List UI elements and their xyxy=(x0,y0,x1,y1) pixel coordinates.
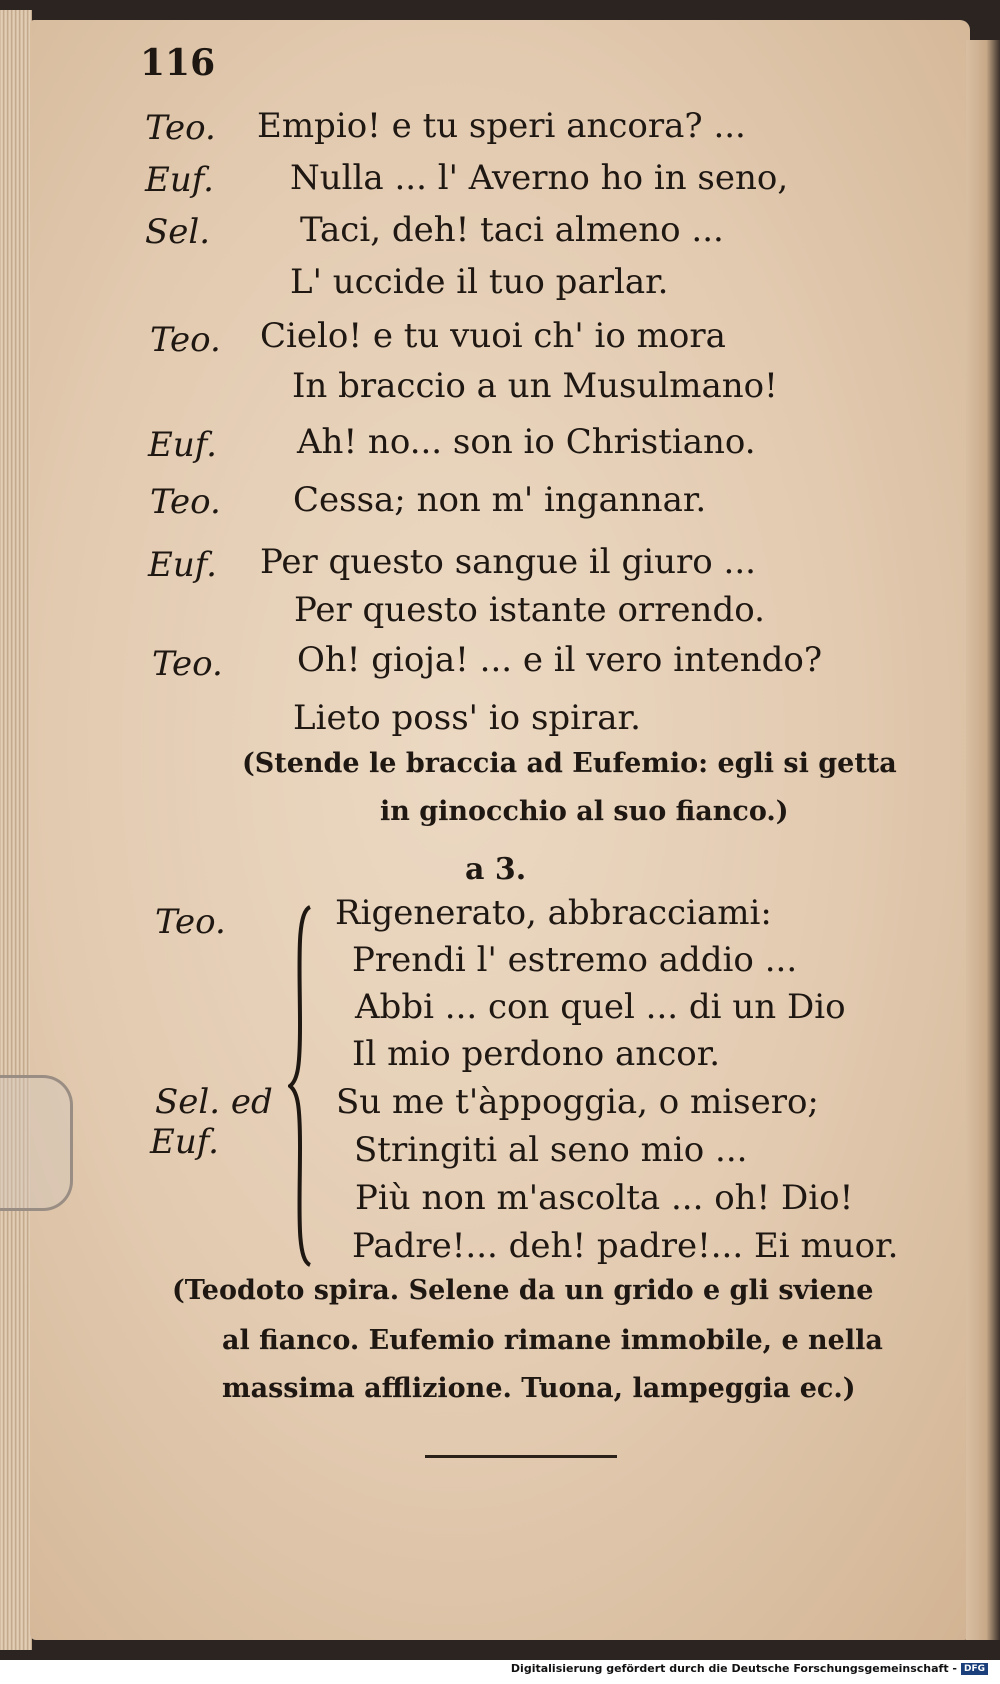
speaker-label: Teo. xyxy=(152,644,223,684)
stage-direction: massima afflizione. Tuona, lampeggia ec.) xyxy=(222,1373,856,1404)
ensemble-line: Rigenerato, abbracciami: xyxy=(335,893,772,933)
verse-line: Per questo sangue il giuro ... xyxy=(260,542,756,582)
stage-direction: in ginocchio al suo fianco.) xyxy=(380,796,789,827)
stage-direction: (Stende le braccia ad Eufemio: egli si getta xyxy=(242,748,897,779)
ensemble-line: Su me t'àppoggia, o misero; xyxy=(336,1082,819,1122)
speaker-label: Teo. xyxy=(150,320,221,360)
verse-line: Oh! gioja! ... e il vero intendo? xyxy=(297,640,823,680)
page-number: 116 xyxy=(140,42,216,84)
verse-line: Taci, deh! taci almeno ... xyxy=(300,210,724,250)
ensemble-speaker: Teo. xyxy=(155,902,226,942)
speaker-label: Sel. xyxy=(145,212,211,252)
dfg-logo: DFG xyxy=(961,1663,988,1675)
verse-line: Lieto poss' io spirar. xyxy=(293,698,641,738)
ensemble-heading: a 3. xyxy=(465,852,527,887)
verse-line: In braccio a un Musulmano! xyxy=(292,366,778,406)
speaker-label: Euf. xyxy=(148,545,217,585)
speaker-label: Euf. xyxy=(145,160,214,200)
page-edges-right xyxy=(966,40,1000,1640)
verse-line: Per questo istante orrendo. xyxy=(294,590,765,630)
page-edges-left xyxy=(0,10,32,1650)
speaker-label: Euf. xyxy=(148,425,217,465)
verse-line: Cielo! e tu vuoi ch' io mora xyxy=(260,316,726,356)
ensemble-speaker: Euf. xyxy=(150,1122,219,1162)
speaker-label: Teo. xyxy=(145,108,216,148)
ensemble-line: Padre!... deh! padre!... Ei muor. xyxy=(352,1226,899,1266)
verse-line: Cessa; non m' ingannar. xyxy=(293,480,707,520)
verse-line: Empio! e tu speri ancora? ... xyxy=(257,106,746,146)
credit-text: Digitalisierung gefördert durch die Deutsche Forschungsgemeinschaft - xyxy=(510,1662,957,1675)
digitization-credit xyxy=(511,1662,988,1675)
speaker-label: Teo. xyxy=(150,482,221,522)
section-rule xyxy=(425,1455,617,1458)
brace-bracket xyxy=(288,905,318,1267)
ensemble-line: Più non m'ascolta ... oh! Dio! xyxy=(355,1178,854,1218)
stage-direction: (Teodoto spira. Selene da un grido e gli sviene xyxy=(172,1275,874,1306)
ensemble-speaker: Sel. ed xyxy=(155,1082,273,1122)
ensemble-line: Stringiti al seno mio ... xyxy=(354,1130,748,1170)
page-clip xyxy=(0,1075,73,1211)
ensemble-line: Prendi l' estremo addio ... xyxy=(352,940,798,980)
verse-line: Ah! no... son io Christiano. xyxy=(297,422,756,462)
verse-line: Nulla ... l' Averno ho in seno, xyxy=(290,158,789,198)
ensemble-line: Il mio perdono ancor. xyxy=(352,1034,721,1074)
stage-direction: al fianco. Eufemio rimane immobile, e nella xyxy=(222,1325,883,1356)
ensemble-line: Abbi ... con quel ... di un Dio xyxy=(355,987,846,1027)
verse-line: L' uccide il tuo parlar. xyxy=(290,262,669,302)
